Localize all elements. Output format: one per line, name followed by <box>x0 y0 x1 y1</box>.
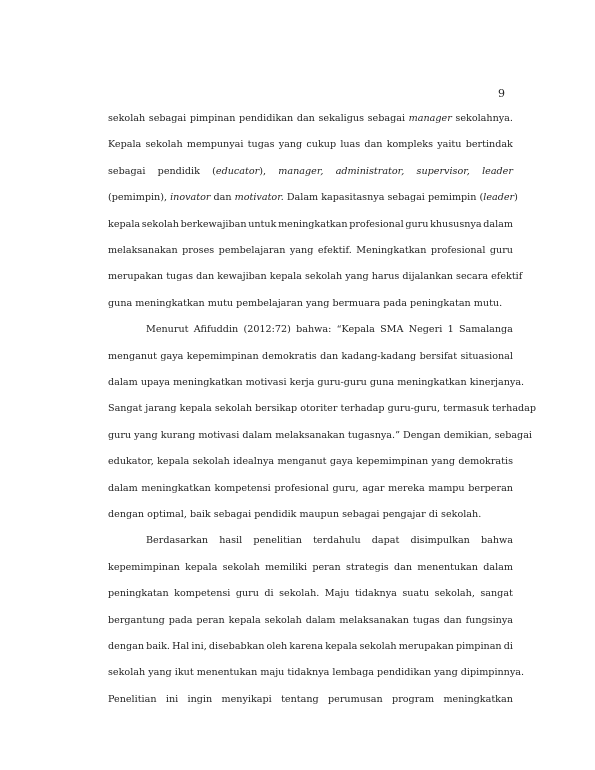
text-line: sebagai pendidik (educator), manager, administrator, supervisor, leader <box>108 165 513 177</box>
text-line: bergantung pada peran kepala sekolah dalam melaksanakan tugas dan fungsinya <box>108 614 513 626</box>
text-line: menganut gaya kepemimpinan demokratis dan kadang-kadang bersifat situasional <box>108 350 513 362</box>
text-line: melaksanakan proses pembelajaran yang efektif. Meningkatkan profesional guru <box>108 245 513 256</box>
text-line: dalam upaya meningkatkan motivasi kerja guru-guru guna meningkatkan kinerjanya. <box>108 377 525 388</box>
text-line: sekolah yang ikut menentukan maju tidaknya lembaga pendidikan yang dipimpinnya. <box>108 667 525 679</box>
text-line: kepemimpinan kepala sekolah memiliki peran strategis dan menentukan dalam <box>108 561 513 573</box>
text-line: kepala sekolah berkewajiban untuk meningkatkan profesional guru khususnya dalam <box>108 218 513 230</box>
text-line: Berdasarkan hasil penelitian terdahulu dapat disimpulkan bahwa <box>146 535 513 547</box>
text-line: dengan optimal, baik sebagai pendidik maupun sebagai pengajar di sekolah. <box>108 509 482 520</box>
text-line: merupakan tugas dan kewajiban kepala sekolah yang harus dijalankan secara efektif <box>108 271 523 283</box>
text-line: guna meningkatkan mutu pembelajaran yang bermuara pada peningkatan mutu. <box>108 297 503 309</box>
text-line: edukator, kepala sekolah idealnya menganut gaya kepemimpinan yang demokratis <box>108 456 513 468</box>
text-line: Sangat jarang kepala sekolah bersikap otoriter terhadap guru-guru, termasuk terhadap <box>108 403 537 415</box>
text-line: Penelitian ini ingin menyikapi tentang perumusan program meningkatkan <box>108 693 513 705</box>
text-line: Kepala sekolah mempunyai tugas yang cukup luas dan kompleks yaitu bertindak <box>108 139 513 151</box>
text-line: Menurut Afifuddin (2012:72) bahwa: “Kepala SMA Negeri 1 Samalanga <box>146 324 513 336</box>
text-line: guru yang kurang motivasi dalam melaksanakan tugasnya.” Dengan demikian, sebagai <box>108 429 532 441</box>
text-line: sekolah sebagai pimpinan pendidikan dan sekaligus sebagai manager sekolahnya. <box>108 113 513 124</box>
text-line: (pemimpin), inovator dan motivator. Dalam kapasitasnya sebagai pemimpin (leader) <box>108 192 518 204</box>
page-number: 9 <box>498 87 505 100</box>
text-line: dengan baik. Hal ini, disebabkan oleh karena kepala sekolah merupakan pimpinan di <box>108 641 513 652</box>
text-line: dalam meningkatkan kompetensi profesional guru, agar mereka mampu berperan <box>108 482 513 494</box>
text-line: peningkatan kompetensi guru di sekolah. Maju tidaknya suatu sekolah, sangat <box>108 588 513 600</box>
